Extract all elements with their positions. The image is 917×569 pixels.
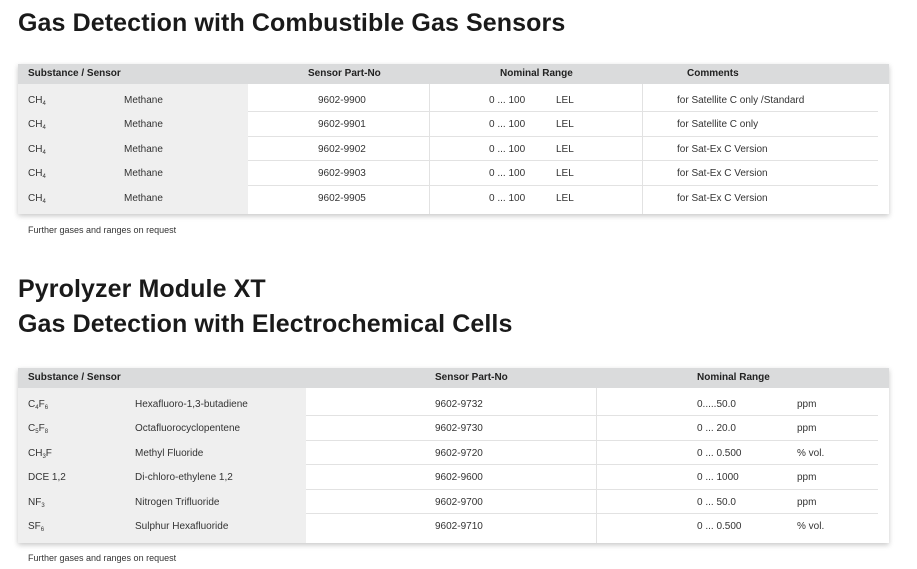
part-number: 9602-9900 xyxy=(318,95,366,106)
substance-name: Nitrogen Trifluoride xyxy=(135,496,220,508)
header-nominal-range: Nominal Range xyxy=(697,372,770,383)
formula-text: F xyxy=(45,447,52,459)
formula-text: C xyxy=(28,423,36,435)
table-row xyxy=(18,416,889,440)
part-number: 9602-9901 xyxy=(318,119,366,131)
nominal-range-value: 0 ... 0.500 xyxy=(697,447,742,459)
nominal-range-value: 0 ... 0.500 xyxy=(697,521,742,532)
substance-formula xyxy=(28,521,44,533)
table-body xyxy=(18,84,889,214)
formula-text: CH xyxy=(28,119,43,131)
nominal-range-value: 0 ... 100 xyxy=(489,143,526,155)
nominal-range-value: 0 ... 20.0 xyxy=(697,423,736,435)
formula-subscript: 4 xyxy=(42,174,46,181)
table-row xyxy=(18,441,889,465)
range-unit: ppm xyxy=(797,472,817,484)
range-unit: ppm xyxy=(797,496,817,508)
formula-text: CH xyxy=(28,95,43,106)
part-number: 9602-9700 xyxy=(435,496,483,508)
formula-text: NF xyxy=(28,496,42,508)
substance-formula xyxy=(28,423,48,435)
part-number: 9602-9902 xyxy=(318,143,366,155)
nominal-range-value: 0 ... 1000 xyxy=(697,472,739,484)
table-row xyxy=(18,161,889,185)
substance-name: Sulphur Hexafluoride xyxy=(135,521,229,532)
header-part-no: Sensor Part-No xyxy=(435,372,508,383)
header-nominal-range: Nominal Range xyxy=(500,68,573,79)
table-row xyxy=(18,137,889,161)
combustible-sensors-table xyxy=(18,64,889,214)
substance-formula xyxy=(28,144,46,156)
substance-name: Di-chloro-ethylene 1,2 xyxy=(135,472,233,484)
substance-name: Methane xyxy=(124,95,163,106)
table-row xyxy=(18,88,889,112)
substance-name: Methyl Fluoride xyxy=(135,447,204,459)
nominal-range-value: 0 ... 100 xyxy=(489,119,526,131)
range-unit: LEL xyxy=(556,192,574,204)
formula-text: F xyxy=(38,399,45,410)
formula-subscript: 4 xyxy=(35,405,39,411)
table-row xyxy=(18,465,889,489)
substance-formula xyxy=(28,95,46,107)
comment: for Satellite C only /Standard xyxy=(677,95,805,106)
range-unit: % vol. xyxy=(797,447,825,459)
part-number: 9602-9905 xyxy=(318,192,366,204)
formula-subscript: 4 xyxy=(42,125,46,132)
formula-subscript: 8 xyxy=(44,429,49,436)
formula-subscript: 4 xyxy=(42,149,46,156)
formula-text: CH xyxy=(28,168,43,180)
formula-subscript: 6 xyxy=(40,527,45,533)
range-unit: LEL xyxy=(556,168,574,180)
nominal-range-value: 0 ... 100 xyxy=(489,95,526,106)
substance-formula xyxy=(28,193,46,205)
substance-name: Methane xyxy=(124,119,163,131)
substance-name: Methane xyxy=(124,143,163,155)
formula-text: C xyxy=(28,399,36,410)
formula-subscript: 5 xyxy=(35,429,39,436)
formula-text: F xyxy=(38,423,45,435)
comment: for Sat-Ex C Version xyxy=(677,168,768,180)
header-comments: Comments xyxy=(687,68,739,79)
header-part-no: Sensor Part-No xyxy=(308,68,381,79)
formula-subscript: 6 xyxy=(44,405,49,411)
formula-text: CH xyxy=(28,447,43,459)
range-unit: % vol. xyxy=(797,521,825,532)
formula-subscript: 3 xyxy=(41,502,45,509)
header-substance: Substance / Sensor xyxy=(28,68,121,79)
range-unit: LEL xyxy=(556,119,574,131)
substance-name: Methane xyxy=(124,192,163,204)
table-row xyxy=(18,392,889,416)
substance-formula xyxy=(28,119,46,131)
substance-name: Hexafluoro-1,3-butadiene xyxy=(135,399,248,410)
table-row xyxy=(18,186,889,210)
range-unit: LEL xyxy=(556,143,574,155)
nominal-range-value: 0 ... 100 xyxy=(489,168,526,180)
section2-note: Further gases and ranges on request xyxy=(28,553,177,563)
electrochemical-cells-table xyxy=(18,368,889,543)
comment: for Sat-Ex C Version xyxy=(677,143,768,155)
section1-note: Further gases and ranges on request xyxy=(28,225,177,235)
range-unit: ppm xyxy=(797,399,817,410)
part-number: 9602-9732 xyxy=(435,399,483,410)
formula-subscript: 4 xyxy=(42,198,46,205)
table-header xyxy=(18,368,889,388)
part-number: 9602-9720 xyxy=(435,447,483,459)
part-number: 9602-9600 xyxy=(435,472,483,484)
section2-title-line1: Pyrolyzer Module XT xyxy=(18,275,266,303)
formula-subscript: 4 xyxy=(42,101,46,107)
header-substance: Substance / Sensor xyxy=(28,372,121,383)
table-row xyxy=(18,514,889,538)
formula-text: CH xyxy=(28,143,43,155)
table-row xyxy=(18,490,889,514)
formula-text: SF xyxy=(28,521,41,532)
part-number: 9602-9730 xyxy=(435,423,483,435)
substance-formula xyxy=(28,497,45,509)
substance-formula xyxy=(28,168,46,180)
substance-formula xyxy=(28,448,52,460)
comment: for Satellite C only xyxy=(677,119,759,131)
formula-subscript: 3 xyxy=(42,453,46,460)
table-header xyxy=(18,64,889,84)
comment: for Sat-Ex C Version xyxy=(677,192,768,204)
substance-formula xyxy=(28,399,48,411)
nominal-range-value: 0 ... 100 xyxy=(489,192,526,204)
substance-name: Octafluorocyclopentene xyxy=(135,423,241,435)
nominal-range-value: 0 ... 50.0 xyxy=(697,496,736,508)
section1-title: Gas Detection with Combustible Gas Sensors xyxy=(18,9,566,37)
range-unit: ppm xyxy=(797,423,817,435)
formula-text: DCE 1,2 xyxy=(28,472,66,484)
range-unit: LEL xyxy=(556,95,574,106)
part-number: 9602-9903 xyxy=(318,168,366,180)
formula-text: CH xyxy=(28,192,43,204)
substance-name: Methane xyxy=(124,168,163,180)
table-row xyxy=(18,112,889,136)
table-body xyxy=(18,388,889,543)
section2-title-line2: Gas Detection with Electrochemical Cells xyxy=(18,310,513,338)
substance-formula xyxy=(28,472,66,483)
part-number: 9602-9710 xyxy=(435,521,483,532)
nominal-range-value: 0.....50.0 xyxy=(697,399,736,410)
